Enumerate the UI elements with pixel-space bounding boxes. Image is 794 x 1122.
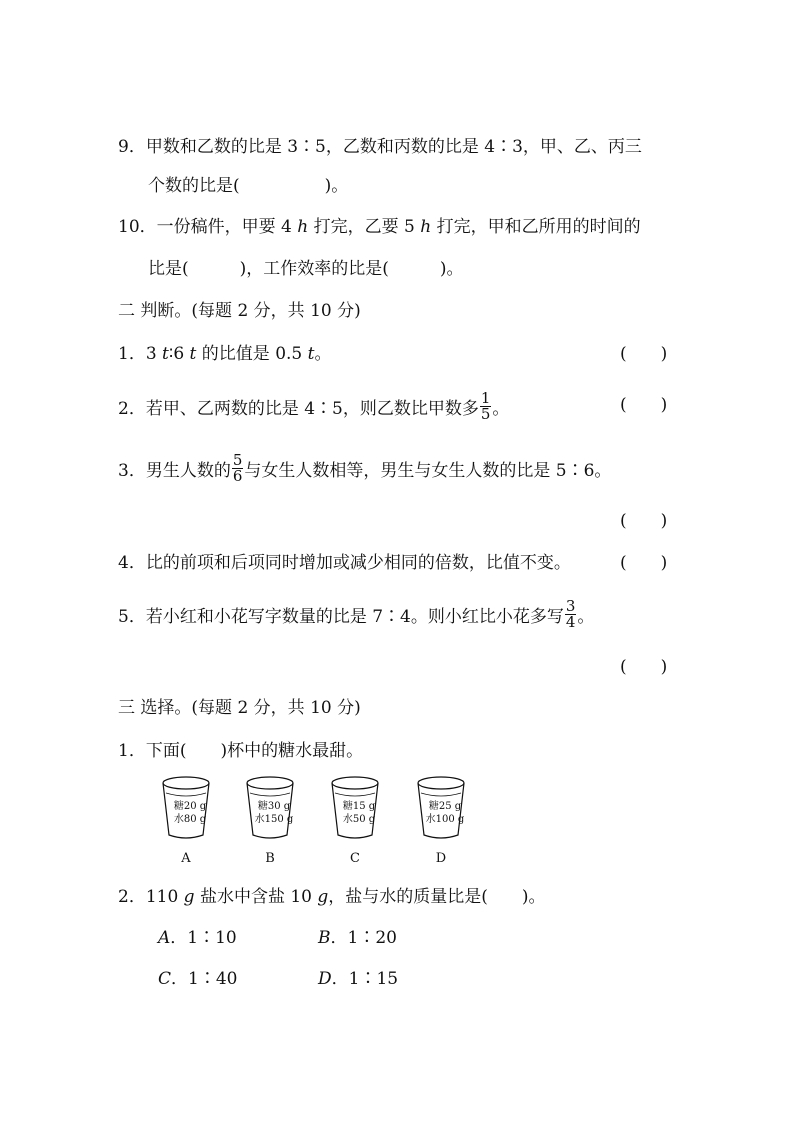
choice-q2-unit-g2: g: [317, 887, 329, 907]
judge5-fraction: [565, 599, 577, 630]
judge1-answer-paren[interactable]: ( ): [620, 344, 668, 364]
cup-b-letter: B: [265, 851, 275, 866]
q9-line2: 个数的比是( )。: [148, 176, 349, 196]
judge3-answer-paren[interactable]: ( ): [620, 511, 668, 531]
judge2-denominator: 5: [480, 405, 491, 423]
q9-line1: 9．甲数和乙数的比是 3∶5，乙数和丙数的比是 4∶3，甲、乙、丙三: [118, 137, 642, 157]
cup-b-water: 水150 g: [254, 814, 294, 825]
section2-heading: 二 判断。(每题 2 分，共 10 分): [118, 301, 361, 321]
cup-a[interactable]: [158, 773, 222, 871]
option-a-text: ．1∶10: [170, 928, 237, 948]
judge5-denominator: 4: [565, 613, 576, 631]
judge-item-4: 4．比的前项和后项同时增加或减少相同的倍数，比值不变。: [118, 553, 571, 573]
judge2-answer-paren[interactable]: ( ): [620, 395, 668, 415]
option-a[interactable]: [158, 927, 237, 949]
judge3-numerator: 5: [232, 451, 243, 469]
cup-c-sugar: 糖15 g: [342, 801, 376, 812]
judge2-post: 。: [492, 399, 510, 419]
cup-a-water: 水80 g: [173, 814, 207, 825]
judge3-post: 与女生人数相等，男生与女生人数的比是 5∶6。: [244, 461, 612, 481]
section3-heading: 三 选择。(每题 2 分，共 10 分): [118, 698, 361, 718]
cup-d-sugar: 糖25 g: [428, 801, 462, 812]
cup-a-letter: A: [181, 851, 191, 866]
judge3-fraction: [232, 453, 244, 484]
cup-c[interactable]: [327, 773, 391, 871]
judge5-numerator: 3: [565, 597, 576, 615]
option-b-text: ．1∶20: [330, 928, 397, 948]
judge-item-1: [118, 343, 331, 365]
judge2-fraction: [480, 391, 492, 422]
judge3-pre: 3．男生人数的: [118, 461, 231, 481]
option-c[interactable]: [158, 968, 237, 990]
judge1-post: 。: [314, 344, 332, 364]
option-a-key: A: [158, 928, 171, 948]
cup-b-sugar: 糖30 g: [257, 801, 291, 812]
q10-text-b: 打完，乙要 5: [308, 217, 421, 237]
judge1-unit-t3: t: [307, 344, 315, 364]
judge1-unit-t2: t: [189, 344, 197, 364]
judge-item-5: [118, 597, 595, 633]
choice-q2-c: ，盐与水的质量比是( )。: [328, 887, 546, 907]
judge3-denominator: 6: [232, 467, 243, 485]
option-c-text: ．1∶40: [171, 969, 238, 989]
judge2-pre: 2．若甲、乙两数的比是 4∶5，则乙数比甲数多: [118, 399, 479, 419]
judge1-mid: ∶6: [168, 344, 190, 364]
judge1-mid2: 的比值是 0.5: [196, 344, 308, 364]
q10-line1: [118, 216, 641, 238]
option-d[interactable]: [318, 968, 398, 990]
judge5-answer-paren[interactable]: ( ): [620, 657, 668, 677]
option-b-key: B: [318, 928, 331, 948]
cup-a-sugar: 糖20 g: [173, 801, 207, 812]
judge5-post: 。: [577, 607, 595, 627]
cup-c-water: 水50 g: [342, 814, 376, 825]
q10-unit-h1: h: [297, 217, 309, 237]
q10-unit-h2: h: [420, 217, 432, 237]
judge5-pre: 5．若小红和小花写字数量的比是 7∶4。则小红比小花多写: [118, 607, 564, 627]
option-d-key: D: [318, 969, 332, 989]
option-d-text: ．1∶15: [331, 969, 399, 989]
cup-c-letter: C: [350, 851, 360, 866]
choice-q1: 1．下面( )杯中的糖水最甜。: [118, 741, 364, 761]
sugar-water-cups: [150, 773, 480, 871]
choice-q2-unit-g1: g: [183, 887, 195, 907]
judge-item-3: [118, 451, 612, 487]
judge1-pre: 1．3: [118, 344, 163, 364]
cup-d-water: 水100 g: [425, 814, 465, 825]
choice-q2-b: 盐水中含盐 10: [194, 887, 318, 907]
cup-b[interactable]: [242, 773, 306, 871]
judge1-unit-t1: t: [162, 344, 169, 364]
q10-text-c: 打完，甲和乙所用的时间的: [431, 217, 641, 237]
option-b[interactable]: [318, 927, 397, 949]
q10-text-a: 10．一份稿件，甲要 4: [118, 217, 298, 237]
choice-q2: [118, 886, 546, 908]
cup-d[interactable]: [413, 773, 477, 871]
q10-line2: 比是( )，工作效率的比是( )。: [148, 259, 464, 279]
choice-q2-a: 2．110: [118, 887, 184, 907]
option-c-key: C: [158, 969, 172, 989]
judge4-answer-paren[interactable]: ( ): [620, 553, 668, 573]
cup-d-letter: D: [435, 851, 447, 866]
judge-item-2: [118, 389, 510, 425]
judge2-numerator: 1: [480, 389, 491, 407]
